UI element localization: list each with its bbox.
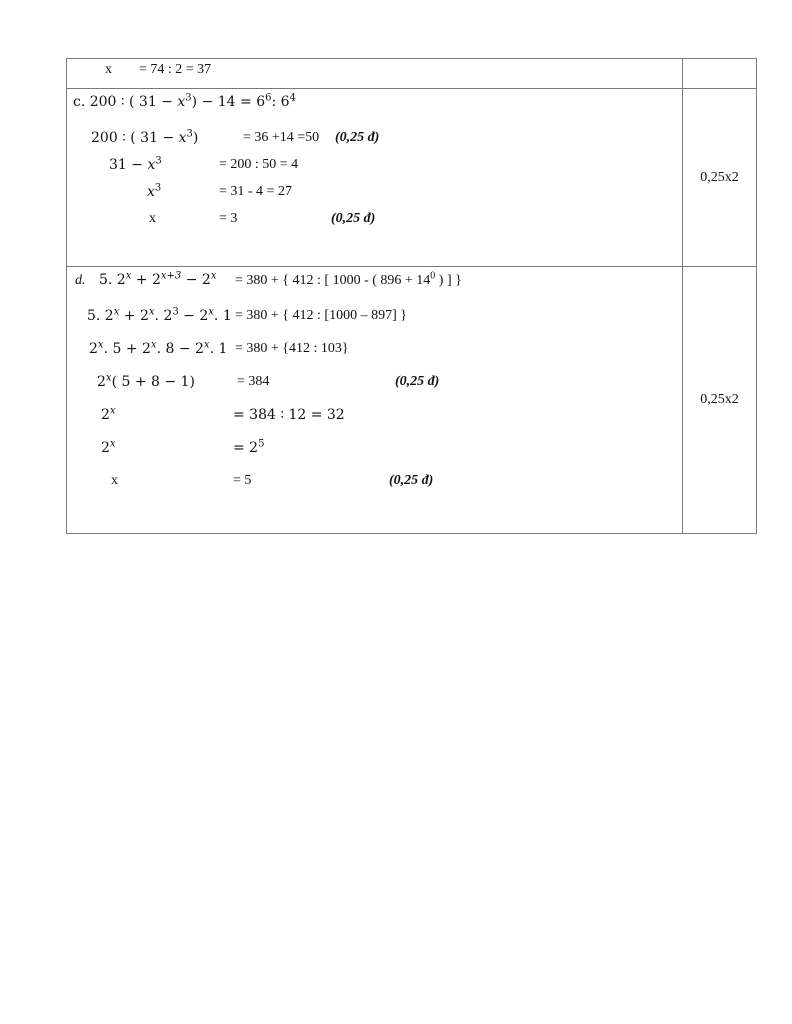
equation-lhs: $x^3$ xyxy=(147,182,162,200)
equation-rhs: = 384 ∶ 12 = 32 xyxy=(233,407,345,423)
problem-d-label: d. xyxy=(75,273,86,288)
equation-rhs: = 200 : 50 = 4 xyxy=(219,157,299,172)
working-cell xyxy=(67,89,683,267)
equation-rhs: = 5 xyxy=(233,473,252,488)
score-value: 0,25x2 xyxy=(700,169,739,185)
equation-lhs: 200 ∶ ( $31 - x^3$) xyxy=(91,128,199,146)
equation-rhs: = 74 : 2 = 37 xyxy=(139,62,212,77)
equation-lhs: 2$^x$ xyxy=(101,438,116,456)
table-row xyxy=(67,89,757,267)
score-note: (0,25 đ) xyxy=(389,473,434,488)
equation-lhs: 2$^x$( 5 + 8 − 1) xyxy=(97,372,195,390)
equation-rhs: = $2^5$ xyxy=(233,438,265,456)
score-value: 0,25x2 xyxy=(700,392,739,407)
answer-table xyxy=(66,58,757,534)
equation-lhs: 5. $2^x + 2^{x+3} - 2^x$ xyxy=(99,270,217,288)
score-cell xyxy=(683,59,757,89)
var-x: x xyxy=(111,473,118,488)
equation-rhs: = 380 + { 412 : [ 1000 - ( $896 + 14^0$ ) ] } xyxy=(235,270,462,288)
table-row xyxy=(67,59,757,89)
var-x: x xyxy=(149,211,156,226)
score-note: (0,25 đ) xyxy=(335,130,380,145)
problem-c-header: c. 200 ∶ ( $31 - x^3) - 14 = 6^6$: $6^4$ xyxy=(73,92,296,110)
equation-rhs: = 380 + {412 : 103} xyxy=(235,341,349,356)
equation-rhs: = 3 xyxy=(219,211,238,226)
var-x: x xyxy=(105,62,112,77)
equation-lhs: 2$^x$. $5 + 2^x$. $8 - 2^x$. 1 xyxy=(89,339,228,357)
score-cell xyxy=(683,89,757,267)
equation-lhs: $31 - x^3$ xyxy=(109,155,162,173)
equation-rhs: = 31 - 4 = 27 xyxy=(219,184,292,199)
equation-lhs: 2$^x$ xyxy=(101,405,116,423)
working-cell xyxy=(67,267,683,534)
equation-rhs: = 384 xyxy=(237,374,270,389)
score-note: (0,25 đ) xyxy=(331,211,376,226)
score-cell xyxy=(683,267,757,534)
working-cell xyxy=(67,59,683,89)
equation-rhs: = 380 + { 412 : [1000 – 897] } xyxy=(235,308,407,323)
equation-lhs: 5. $2^x + 2^x$. $2^3 - 2^x$. 1 xyxy=(87,306,232,324)
equation-rhs: = 36 +14 =50 xyxy=(243,130,320,145)
table-row xyxy=(67,267,757,534)
score-note: (0,25 đ) xyxy=(395,374,440,389)
